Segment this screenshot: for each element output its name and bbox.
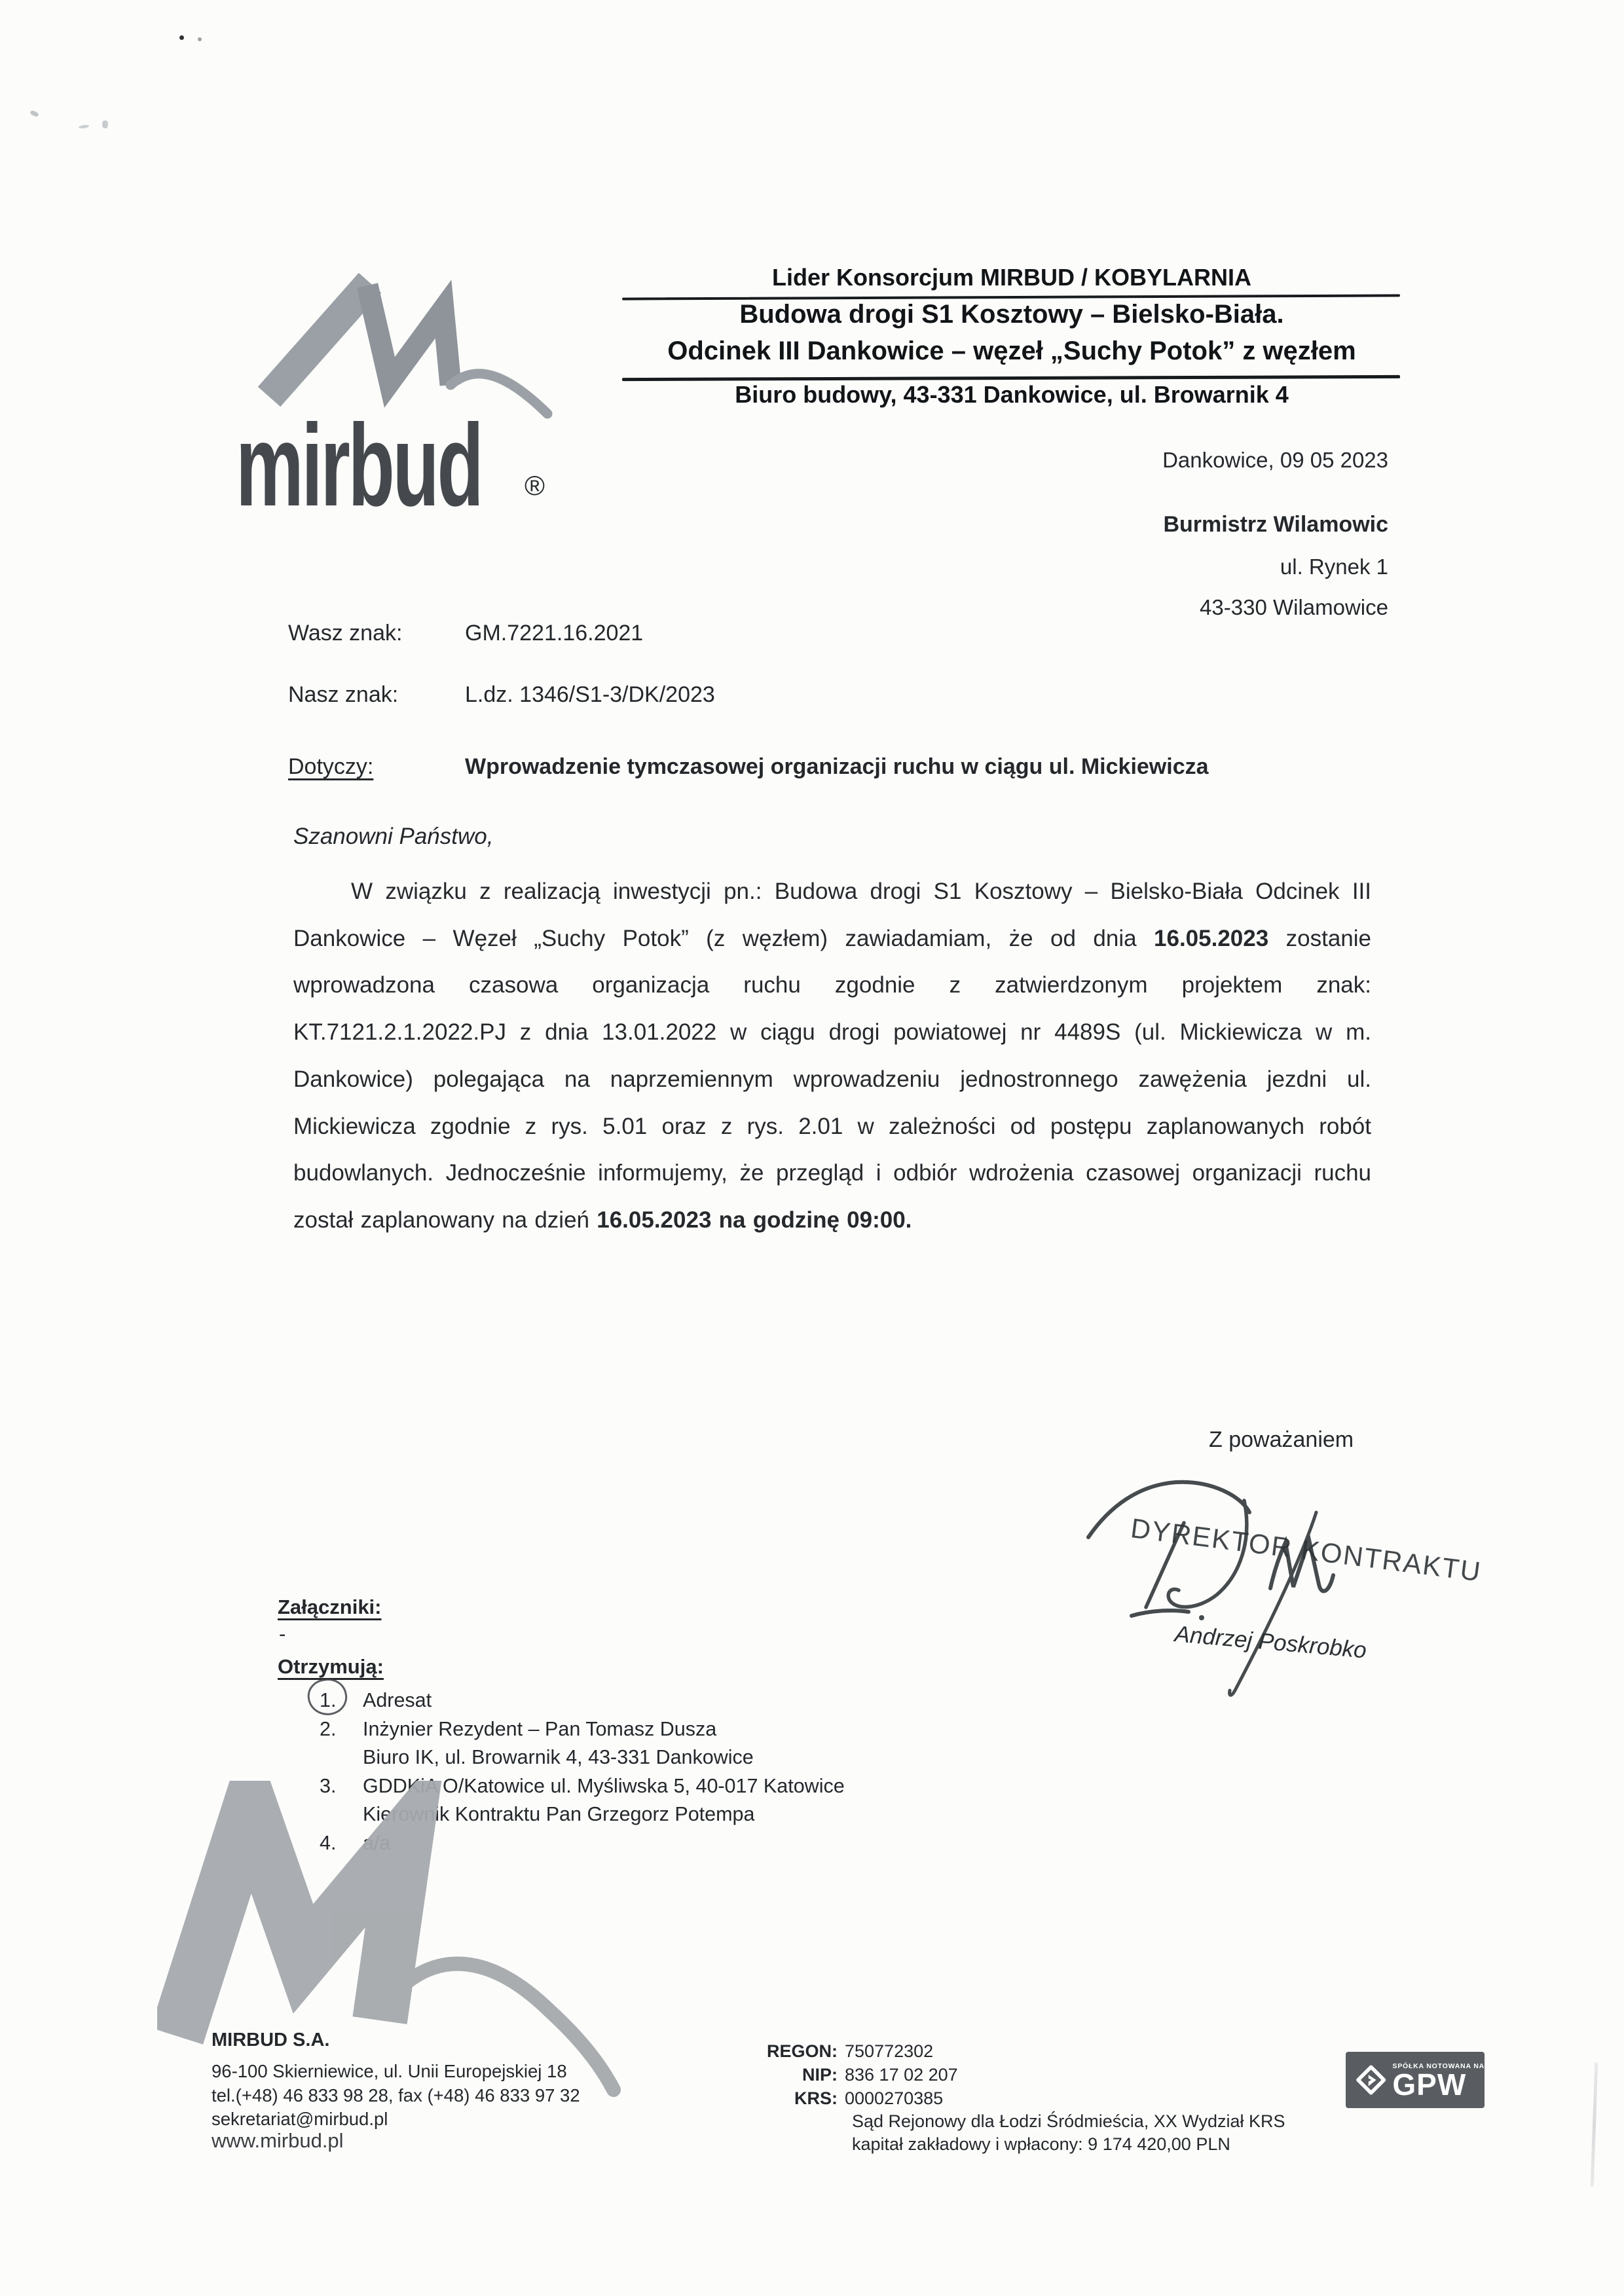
handwritten-signature-icon — [1048, 1460, 1414, 1722]
recipient-street: ul. Rynek 1 — [1280, 555, 1388, 579]
regon-value: 750772302 — [845, 2041, 934, 2061]
valediction: Z poważaniem — [1209, 1427, 1354, 1452]
subject-value: Wprowadzenie tymczasowej organizacji ruchu w ciągu ul. Mickiewicza — [465, 754, 1209, 779]
item-text: Inżynier Rezydent – Pan Tomasz Dusza — [363, 1717, 717, 1740]
signer-name: Andrzej Poskrobko — [1173, 1621, 1368, 1664]
item-text: GDDKiA O/Katowice ul. Myśliwska 5, 40-017 Katowice — [363, 1774, 845, 1797]
subject-row — [288, 754, 1209, 780]
your-ref-value: GM.7221.16.2021 — [465, 621, 644, 646]
recipient-city: 43-330 Wilamowice — [1200, 595, 1388, 619]
mirbud-logo-swoosh-icon — [257, 267, 555, 421]
regon-row — [654, 2041, 933, 2062]
attachments-label: Załączniki: — [278, 1595, 382, 1618]
distribution-label: Otrzymują: — [278, 1655, 384, 1678]
scan-speck — [29, 110, 39, 118]
krs-row — [654, 2088, 943, 2109]
gpw-small-text: SPÓŁKA NOTOWANA NA — [1392, 2062, 1485, 2070]
body-paragraph — [293, 868, 1371, 1244]
our-ref-value: L.dz. 1346/S1-3/DK/2023 — [465, 682, 715, 707]
project-line-2: Odcinek III Dankowice – węzeł „Suchy Potok” z węzłem — [667, 337, 1356, 365]
scan-speck — [198, 37, 202, 41]
item-text: Kierownik Kontraktu Pan Grzegorz Potempa — [363, 1803, 755, 1826]
consortium-line: Lider Konsorcjum MIRBUD / KOBYLARNIA — [771, 264, 1252, 291]
body-bold-date-time: 16.05.2023 na godzinę 09:00. — [597, 1207, 912, 1233]
footer-email: sekretariat@mirbud.pl — [212, 2109, 388, 2129]
scan-streak — [1591, 2062, 1598, 2187]
share-capital-line: kapitał zakładowy i wpłacony: 9 174 420,00 PLN — [852, 2134, 1230, 2154]
footer-company-name: MIRBUD S.A. — [212, 2030, 330, 2050]
scan-speck — [79, 124, 90, 129]
item-text: a/a — [363, 1831, 391, 1854]
krs-label: KRS: — [794, 2088, 838, 2108]
scan-speck — [179, 35, 184, 40]
recipient-block — [1067, 512, 1388, 636]
your-ref-label: Wasz znak: — [288, 621, 403, 646]
item-number: 4. — [320, 1831, 337, 1854]
body-text-segment: W związku z realizacją inwestycji pn.: Budowa drogi S1 Kosztowy – Bielsko-Biała Odcinek III Dankowice – Węzeł „Suchy Potok” (z węzłem) zawiadamiam, że od dnia — [293, 879, 1371, 951]
nip-value: 836 17 02 207 — [845, 2065, 958, 2085]
recipient-name: Burmistrz Wilamowic — [1163, 512, 1388, 537]
item-number: 3. — [320, 1774, 337, 1797]
regon-label: REGON: — [767, 2041, 838, 2061]
item-text: Biuro IK, ul. Browarnik 4, 43-331 Dankowice — [363, 1746, 754, 1769]
site-office-line: Biuro budowy, 43-331 Dankowice, ul. Browarnik 4 — [735, 381, 1289, 408]
letterhead-rule-bottom — [622, 375, 1400, 381]
our-ref-label: Nasz znak: — [288, 682, 399, 707]
stamp-title: DYREKTOR KONTRAKTU — [1129, 1512, 1484, 1588]
nip-label: NIP: — [802, 2065, 838, 2085]
list-item — [278, 1718, 845, 1747]
attachments-dash: - — [279, 1622, 286, 1645]
project-line-1: Budowa drogi S1 Kosztowy – Bielsko-Biała. — [739, 300, 1284, 329]
footer-phone-fax: tel.(+48) 46 833 98 28, fax (+48) 46 833 97 32 — [212, 2085, 580, 2105]
body-text-segment: zostanie wprowadzona czasowa organizacja ruchu zgodnie z zatwierdzonym projektem znak: KT.7121.2.1.2022.PJ z dnia 13.01.2022 w ciągu drogi powiatowej nr 4489S (ul. Mickiewicza w m. Dankowice) polegająca na naprzemiennym wprowadzeniu jednostronnego zawężenia jezdni ul. Mickiewicza zgodnie z rys. 5.01 oraz z rys. 2.01 w zależności od postępu zaplanowanych robót budowlanych. Jednocześnie informujemy, że przegląd i odbiór wdrożenia czasowej organizacji ruchu został zaplanowany na dzień — [293, 925, 1371, 1233]
list-item — [278, 1689, 845, 1718]
krs-value: 0000270385 — [845, 2088, 944, 2108]
logo-swoosh-watermark — [157, 1781, 629, 2108]
subject-label: Dotyczy: — [288, 754, 374, 779]
our-ref-row — [288, 682, 715, 708]
item-number: 1. — [320, 1689, 337, 1711]
your-ref-row — [288, 621, 643, 646]
list-item-continuation — [278, 1746, 845, 1775]
mirbud-logo-wordmark: mirbud — [236, 400, 482, 530]
salutation: Szanowni Państwo, — [293, 824, 494, 849]
court-registry-line: Sąd Rejonowy dla Łodzi Śródmieścia, XX Wydział KRS — [852, 2111, 1285, 2131]
registered-trademark-symbol: ® — [525, 470, 545, 501]
nip-row — [654, 2065, 958, 2085]
place-and-date: Dankowice, 09 05 2023 — [1162, 448, 1388, 472]
scan-speck — [102, 120, 108, 128]
item-text: Adresat — [363, 1689, 432, 1711]
footer-address: 96-100 Skierniewice, ul. Unii Europejskiej 18 — [212, 2061, 567, 2081]
item-number: 2. — [320, 1717, 337, 1740]
gpw-diamond-icon — [1356, 2062, 1386, 2098]
gpw-listed-badge — [1346, 2052, 1485, 2108]
footer-website: www.mirbud.pl — [212, 2129, 344, 2152]
gpw-wordmark: GPW — [1392, 2067, 1467, 2102]
body-bold-date: 16.05.2023 — [1154, 925, 1269, 951]
